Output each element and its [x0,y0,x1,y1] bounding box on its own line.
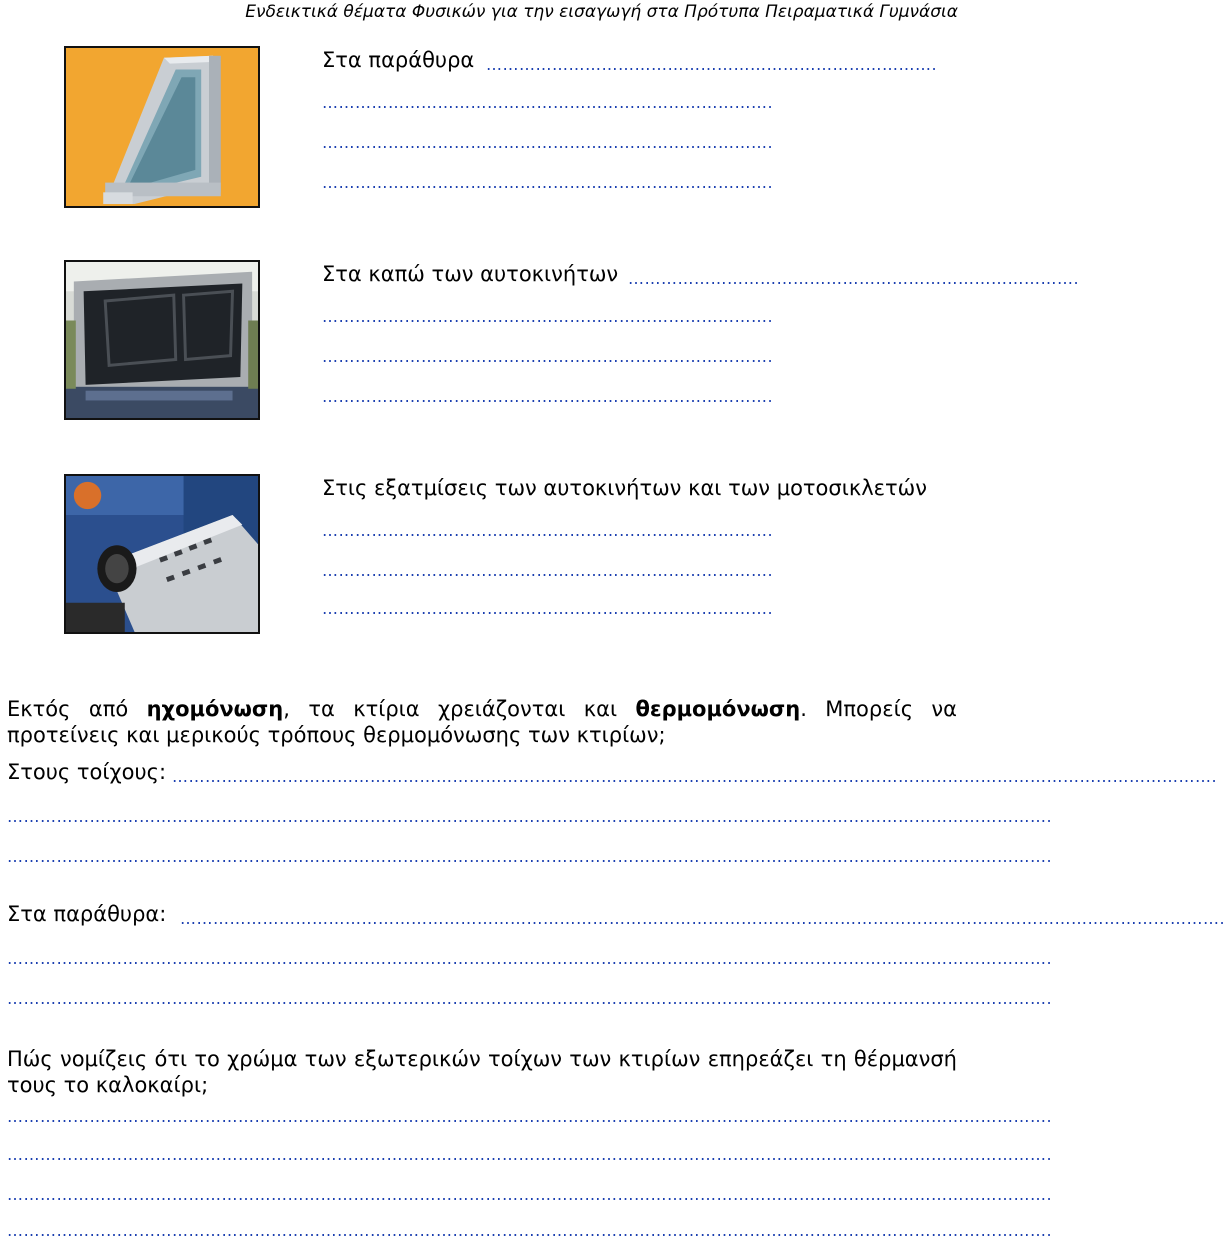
answer-line: ………………………………………………………………………. [322,173,774,192]
answer-line: ………………………………………………………………………. [322,387,774,406]
page-header: Ενδεικτικά θέματα Φυσικών για την εισαγωγή στα Πρότυπα Πειραματικά Γυμνάσια [245,2,958,22]
answer-line: ………………………………………………………………………. [322,347,774,366]
question-keyword: θερμομόνωση [635,697,801,721]
answer-line: ………………………………………………………………………………………………………………………………………………………………………. [180,909,1225,928]
answer-line: ………………………………………………………………………………………………………………………………………………………………………. [7,1107,1053,1126]
answer-line: ………………………………………………………………………………………………………………………………………………………………………. [172,767,1218,786]
question-text: . Μπορείς να προτείνεις και μερικούς τρόπους θερμομόνωσης των κτιρίων; [7,697,957,747]
answer-line: ………………………………………………………………………………………………………………………………………………………………………. [7,989,1053,1008]
answer-line: ………………………………………………………………………. [322,521,774,540]
answer-line: ………………………………………………………………………………………………………………………………………………………………………. [7,949,1053,968]
exhaust-pipe-photo [64,474,260,634]
answer-line: ………………………………………………………………………. [322,599,774,618]
car-hood-item-label: Στα καπώ των αυτοκινήτων [322,262,619,286]
windows-label: Στα παράθυρα: [7,902,167,926]
question-keyword: ηχομόνωση [146,697,284,721]
insulation-question [7,696,957,748]
answer-line: ………………………………………………………………………………………………………………………………………………………………………. [7,1185,1053,1204]
answer-line: ………………………………………………………………………. [322,93,774,112]
question-text: Εκτός από [7,697,147,721]
answer-line: ………………………………………………………………………. [322,307,774,326]
answer-line: ………………………………………………………………………………………………………………………………………………………………………. [7,1145,1053,1164]
answer-line: ………………………………………………………………………………………………………………………………………………………………………. [7,847,1053,866]
walls-label: Στους τοίχους: [7,760,167,784]
answer-line: ………………………………………………………………………. [628,269,1080,288]
answer-line: ………………………………………………………………………. [322,133,774,152]
windows-item-label: Στα παράθυρα [322,48,475,72]
window-frame-photo [64,46,260,208]
car-hood-photo [64,260,260,420]
question-text: , τα κτίρια χρειάζονται και [283,697,636,721]
answer-line: ………………………………………………………………………………………………………………………………………………………………………. [7,807,1053,826]
answer-line: ………………………………………………………………………. [322,561,774,580]
color-question: Πώς νομίζεις ότι το χρώμα των εξωτερικών τοίχων των κτιρίων επηρεάζει τη θέρμανσή τους το καλοκαίρι; [7,1047,957,1097]
answer-line: ………………………………………………………………………. [486,55,938,74]
answer-line: ………………………………………………………………………………………………………………………………………………………………………. [7,1221,1053,1240]
exhaust-item-label: Στις εξατμίσεις των αυτοκινήτων και των μοτοσικλετών [322,476,927,500]
